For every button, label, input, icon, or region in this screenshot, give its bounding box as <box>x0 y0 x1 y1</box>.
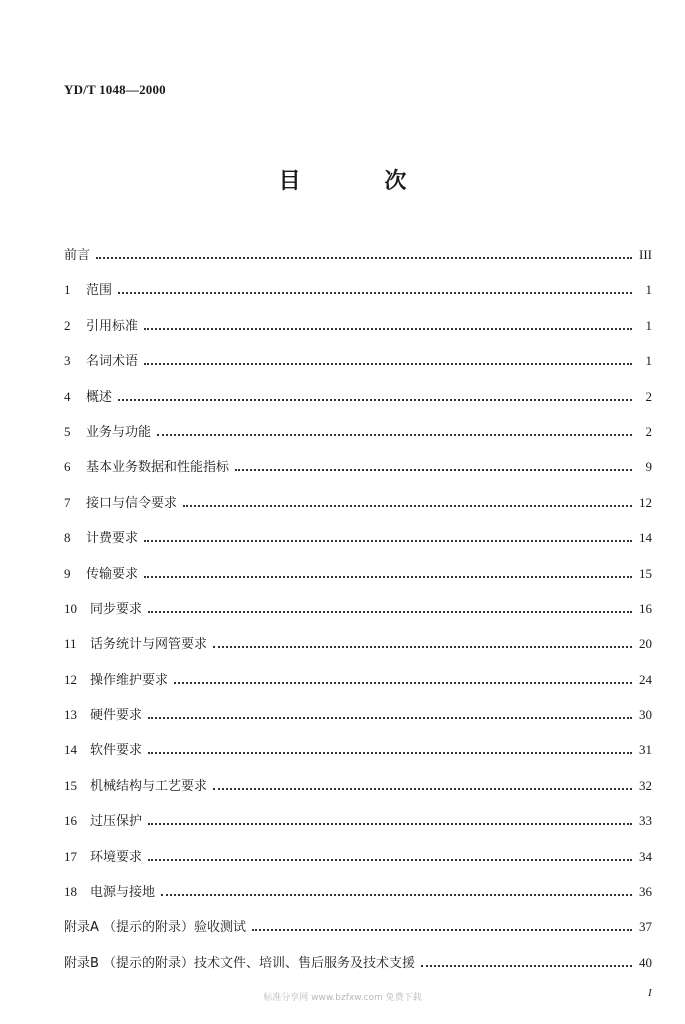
toc-entry-title: 传输要求 <box>86 566 139 582</box>
toc-entry-title: 计费要求 <box>86 531 139 547</box>
dot-leader <box>421 965 632 967</box>
toc-entry-number: 16 <box>64 813 77 829</box>
dot-leader <box>96 257 632 259</box>
toc-entry[interactable] <box>64 350 652 385</box>
toc-entry[interactable] <box>64 739 652 774</box>
toc-entry[interactable] <box>64 810 652 845</box>
toc-entry-page: 34 <box>639 848 652 864</box>
toc-entry-title: 环境要求 <box>90 849 143 865</box>
toc-entry-page: 24 <box>639 671 652 687</box>
toc-entry-number: 12 <box>64 671 77 687</box>
toc-entry-number: 13 <box>64 707 77 723</box>
toc-entry[interactable] <box>64 386 652 421</box>
toc-entry-number: 18 <box>64 884 77 900</box>
toc-entry[interactable] <box>64 421 652 456</box>
toc-entry[interactable] <box>64 456 652 491</box>
toc-entry-number: 2 <box>64 317 71 333</box>
dot-leader <box>144 540 632 542</box>
dot-leader <box>161 894 632 896</box>
toc-entry-page: 15 <box>639 565 652 581</box>
toc-entry[interactable] <box>64 846 652 881</box>
toc-entry-title: 过压保护 <box>90 814 143 830</box>
toc-entry[interactable] <box>64 244 652 279</box>
dot-leader <box>174 682 632 684</box>
dot-leader <box>148 752 632 754</box>
toc-entry[interactable] <box>64 315 652 350</box>
toc-entry-number: 17 <box>64 848 77 864</box>
toc-entry-page: 31 <box>639 742 652 758</box>
toc-entry-title: 引用标准 <box>86 318 139 334</box>
toc-entry-number: 11 <box>64 636 77 652</box>
dot-leader <box>148 859 632 861</box>
toc-entry[interactable] <box>64 881 652 916</box>
page-title: 目 次 <box>278 169 445 194</box>
dot-leader <box>148 823 632 825</box>
toc-entry-number: 10 <box>64 600 77 616</box>
dot-leader <box>118 292 632 294</box>
dot-leader <box>252 929 632 931</box>
toc-entry-page: 37 <box>639 919 652 935</box>
toc-entry[interactable] <box>64 598 652 633</box>
toc-entry-title: 概述 <box>86 389 113 405</box>
toc-entry[interactable] <box>64 633 652 668</box>
dot-leader <box>144 328 632 330</box>
watermark: 标准分享网 www.bzfxw.com 免费下载 <box>263 993 422 1003</box>
toc-entry-number: 3 <box>64 353 71 369</box>
toc-entry-number: 8 <box>64 530 71 546</box>
dot-leader <box>157 434 632 436</box>
dot-leader <box>118 399 632 401</box>
dot-leader <box>235 469 632 471</box>
toc-entry-page: 40 <box>639 954 652 970</box>
toc-entry-title: 电源与接地 <box>90 885 156 901</box>
dot-leader <box>148 717 632 719</box>
toc-entry-page: 2 <box>645 388 652 404</box>
toc-entry-title: 基本业务数据和性能指标 <box>86 460 230 476</box>
toc-entry[interactable] <box>64 279 652 314</box>
toc-entry-page: 16 <box>639 600 652 616</box>
toc-entry[interactable] <box>64 669 652 704</box>
toc-entry-page: 9 <box>645 459 652 475</box>
toc-entry-number: 4 <box>64 388 71 404</box>
toc-entry-title: 话务统计与网管要求 <box>90 637 208 653</box>
toc-entry-number: 5 <box>64 423 71 439</box>
toc-entry[interactable] <box>64 916 652 951</box>
toc-entry-page: 14 <box>639 530 652 546</box>
toc-entry-page: 32 <box>639 777 652 793</box>
toc-entry-title: 接口与信令要求 <box>86 495 178 511</box>
toc-entry-title: 范围 <box>86 283 113 299</box>
toc-entry-page: 30 <box>639 707 652 723</box>
toc-entry-number: 6 <box>64 459 71 475</box>
toc-entry-page: 33 <box>639 813 652 829</box>
toc-entry-title: 操作维护要求 <box>90 672 169 688</box>
toc-entry[interactable] <box>64 775 652 810</box>
toc-entry-number: 15 <box>64 777 77 793</box>
toc-entry[interactable] <box>64 492 652 527</box>
toc-entry[interactable] <box>64 563 652 598</box>
toc-entry-title: 名词术语 <box>86 354 139 370</box>
toc-entry-title: 硬件要求 <box>90 708 143 724</box>
dot-leader <box>213 646 632 648</box>
dot-leader <box>183 505 632 507</box>
toc-entry-title: 前言 <box>64 248 91 263</box>
toc-entry-number: 9 <box>64 565 71 581</box>
dot-leader <box>148 611 632 613</box>
toc-entry-title: 软件要求 <box>90 743 143 759</box>
toc-entry-page: 1 <box>645 317 652 333</box>
dot-leader <box>213 788 632 790</box>
toc-entry-page: 12 <box>639 494 652 510</box>
standard-number: YD/T 1048—2000 <box>64 82 166 97</box>
toc-entry-title: 附录B （提示的附录）技术文件、培训、售后服务及技术支援 <box>64 955 416 971</box>
toc-entry[interactable] <box>64 704 652 739</box>
toc-entry-page: III <box>639 247 652 262</box>
toc-entry-number: 1 <box>64 282 71 298</box>
table-of-contents <box>64 244 652 987</box>
toc-entry-number: 7 <box>64 494 71 510</box>
toc-entry-title: 业务与功能 <box>86 424 152 440</box>
toc-entry-page: 36 <box>639 884 652 900</box>
toc-entry-title: 机械结构与工艺要求 <box>90 778 208 794</box>
toc-entry[interactable] <box>64 527 652 562</box>
toc-entry-page: 2 <box>645 423 652 439</box>
dot-leader <box>144 363 632 365</box>
page-number: I <box>648 987 652 999</box>
toc-entry-number: 14 <box>64 742 77 758</box>
dot-leader <box>144 576 632 578</box>
toc-entry[interactable] <box>64 952 652 987</box>
toc-entry-page: 1 <box>645 282 652 298</box>
toc-entry-title: 同步要求 <box>90 601 143 617</box>
toc-entry-title: 附录A （提示的附录）验收测试 <box>64 920 247 936</box>
toc-entry-page: 1 <box>645 353 652 369</box>
toc-entry-page: 20 <box>639 636 652 652</box>
